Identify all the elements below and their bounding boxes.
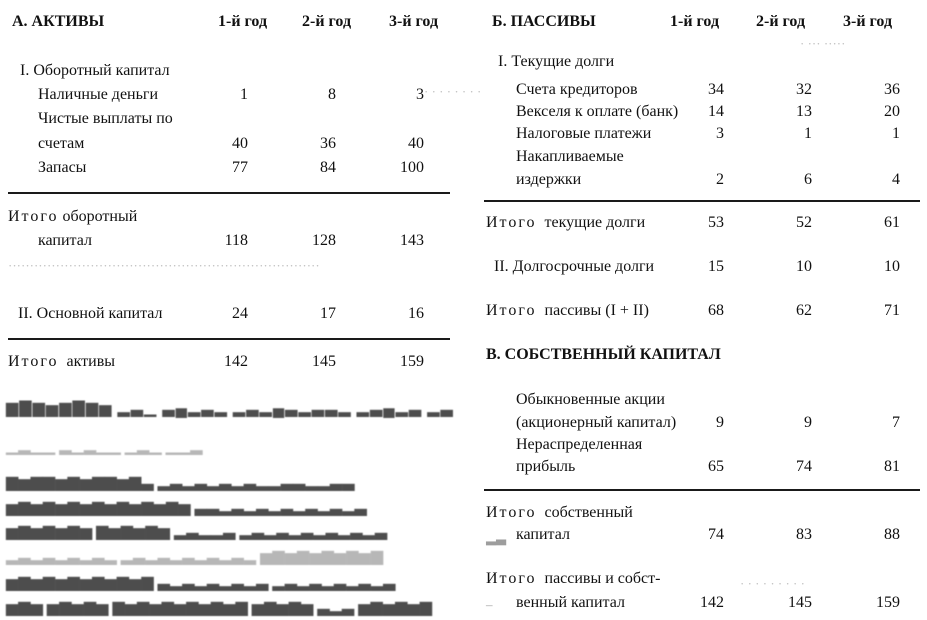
retained-earnings-y3: 81 <box>884 458 900 475</box>
payables-y1: 34 <box>708 81 724 98</box>
tax-y3: 1 <box>892 125 900 142</box>
payables-y3: 36 <box>884 81 900 98</box>
notes-y3: 20 <box>884 103 900 120</box>
liabilities-year-1: 1-й год <box>670 13 720 30</box>
fixed-y2: 17 <box>320 305 336 322</box>
total-liab-equity-label-2: венный капитал <box>516 594 625 611</box>
fixed-y3: 16 <box>408 305 424 322</box>
payables-label: Счета кредиторов <box>516 81 638 98</box>
accrued-label-2: издержки <box>516 171 582 188</box>
total-assets-y1: 142 <box>224 353 248 370</box>
retained-earnings-label-2: прибыль <box>516 458 576 475</box>
total-assets-y3: 159 <box>400 353 424 370</box>
total-working-label-2: капитал <box>38 232 92 249</box>
total-liab-equity-y1: 142 <box>700 594 724 611</box>
inventory-y3: 100 <box>400 159 424 176</box>
retained-earnings-label-1: Нераспределенная <box>516 436 643 453</box>
total-current-y3: 61 <box>884 214 900 231</box>
total-current-y2: 52 <box>796 214 812 231</box>
total-liab-equity-y3: 159 <box>876 594 900 611</box>
accrued-y3: 4 <box>892 171 900 188</box>
assets-year-2: 2-й год <box>302 13 352 30</box>
total-equity-label-2: капитал <box>516 526 570 543</box>
total-equity-label-1: Итого собственный <box>486 504 633 521</box>
notes-y2: 13 <box>796 103 812 120</box>
equity-heading: В. СОБСТВЕННЫЙ КАПИТАЛ <box>486 346 721 363</box>
divider-rule <box>484 200 920 202</box>
receivables-label-2: счетам <box>38 135 85 152</box>
long-term-y2: 10 <box>796 258 812 275</box>
payables-y2: 32 <box>796 81 812 98</box>
tax-label: Налоговые платежи <box>516 125 652 142</box>
divider-rule <box>8 338 450 340</box>
total-equity-y2: 83 <box>796 526 812 543</box>
notes-label: Векселя к оплате (банк) <box>516 103 679 120</box>
total-working-y2: 128 <box>312 232 336 249</box>
total-assets-y2: 145 <box>312 353 336 370</box>
inventory-y2: 84 <box>320 159 336 176</box>
bleed-through-noise: · · · · · · · · <box>424 84 482 99</box>
long-term-y1: 15 <box>708 258 724 275</box>
bleed-through-noise: ▆▇▆▅▆▇▆▅ ▂▃▁ ▃▄▂▃▂ ▂▃▂▄▃▂▃▃▂ ▂▃▄▂▃ ▂▃ <box>6 400 454 417</box>
long-term-y3: 10 <box>884 258 900 275</box>
assets-year-3: 3-й год <box>389 13 439 30</box>
accrued-y1: 2 <box>716 171 724 188</box>
total-current-label: Итого текущие долги <box>486 214 646 231</box>
assets-heading: А. АКТИВЫ <box>12 13 105 30</box>
divider-rule <box>8 192 450 194</box>
assets-year-1: 1-й год <box>218 13 268 30</box>
accrued-y2: 6 <box>804 171 812 188</box>
bleed-through-noise: · · · · · · · · · <box>740 576 805 591</box>
liabilities-year-2: 2-й год <box>756 13 806 30</box>
bleed-through-noise: ▅▆▅ ▅▆▅▆▅ ▆▅▆▅▆▅▆▅▆▅▆ ▅▆▅▆▅ ▃▂▃ ▅▆▅▆▅▆ <box>6 599 433 616</box>
total-liabilities-y3: 71 <box>884 302 900 319</box>
accrued-label-1: Накапливаемые <box>516 148 624 165</box>
retained-earnings-y2: 74 <box>796 458 812 475</box>
total-working-y1: 118 <box>224 232 248 249</box>
common-stock-label-1: Обыкновенные акции <box>516 391 665 408</box>
tax-y2: 1 <box>804 125 812 142</box>
receivables-y1: 40 <box>232 135 248 152</box>
common-stock-y1: 9 <box>716 414 724 431</box>
total-current-y1: 53 <box>708 214 724 231</box>
retained-earnings-y1: 65 <box>708 458 724 475</box>
receivables-y2: 36 <box>320 135 336 152</box>
inventory-y1: 77 <box>232 159 248 176</box>
common-stock-label-2: (акционерный капитал) <box>516 414 677 431</box>
total-liabilities-y1: 68 <box>708 302 724 319</box>
fixed-capital-label: II. Основной капитал <box>18 305 163 322</box>
total-working-label-1: Итого оборотный <box>8 208 138 225</box>
total-assets-label: Итого активы <box>8 353 116 370</box>
total-liabilities-label: Итого пассивы (I + II) <box>486 302 649 319</box>
bleed-through-noise: ▁▂▁▁ ▂▁▂▁▁ ▁▂▁ ▁▁▂ <box>6 438 203 455</box>
bleed-through-noise: ▂▃▂▃▂▃▂▃▂ ▂▃▂▃▂▃▂▃▂▃▂ ▅▆▅▆▅▆▅▆▅▆ <box>6 548 384 565</box>
bleed-through-noise: ▂▃ <box>486 530 506 545</box>
bleed-through-noise: ▅▆▅▆▅▆▅▆▅▆▅▆▅▆▅ ▃▃▂▃▂▃▂▃▂▃▂▃▂▃ <box>6 499 367 516</box>
liabilities-heading: Б. ПАССИВЫ <box>492 13 596 30</box>
bleed-through-noise: ▆▅▆▆▅▆▅▆▆▅▆▃ ▂▃▂▃▂▃▂▃▂▂▃▃▂▂▃▃ <box>6 474 355 491</box>
long-term-debts-label: II. Долгосрочные долги <box>494 258 655 275</box>
common-stock-y2: 9 <box>804 414 812 431</box>
total-equity-y3: 88 <box>884 526 900 543</box>
total-liab-equity-y2: 145 <box>788 594 812 611</box>
total-liab-equity-label-1: Итого пассивы и собст- <box>486 570 661 587</box>
bleed-through-noise: ▅▆▅▆▅▆▅ ▆▅▆▅▆▅ ▂▃▂▂▃ ▂▃▂▃▂▃▂▃▂▃▂▃ <box>6 523 388 540</box>
bleed-through-noise: · ··· ····· <box>800 36 846 51</box>
cash-label: Наличные деньги <box>38 86 159 103</box>
liabilities-year-3: 3-й год <box>843 13 893 30</box>
fixed-y1: 24 <box>232 305 248 322</box>
tax-y1: 3 <box>716 125 724 142</box>
total-equity-y1: 74 <box>708 526 724 543</box>
working-capital-label: I. Оборотный капитал <box>20 62 170 79</box>
current-debts-label: I. Текущие долги <box>498 53 615 70</box>
cash-y1: 1 <box>240 86 248 103</box>
total-liabilities-y2: 62 <box>796 302 812 319</box>
bleed-through-noise: ▅▆▅▆▅▆▅▆▅▆▅▆ ▃▂▃▂▃▂▃▂▃ ▂▃▂▃▂▃▂▃▂▃ <box>6 574 396 591</box>
cash-y3: 3 <box>416 86 424 103</box>
total-working-y3: 143 <box>400 232 424 249</box>
bleed-through-noise: ········································································ <box>8 258 320 273</box>
cash-y2: 8 <box>328 86 336 103</box>
notes-y1: 14 <box>708 103 724 120</box>
bleed-through-noise: – <box>486 597 493 612</box>
receivables-y3: 40 <box>408 135 424 152</box>
inventory-label: Запасы <box>38 159 87 176</box>
common-stock-y3: 7 <box>892 414 900 431</box>
receivables-label-1: Чистые выплаты по <box>38 110 173 127</box>
divider-rule <box>484 489 920 491</box>
